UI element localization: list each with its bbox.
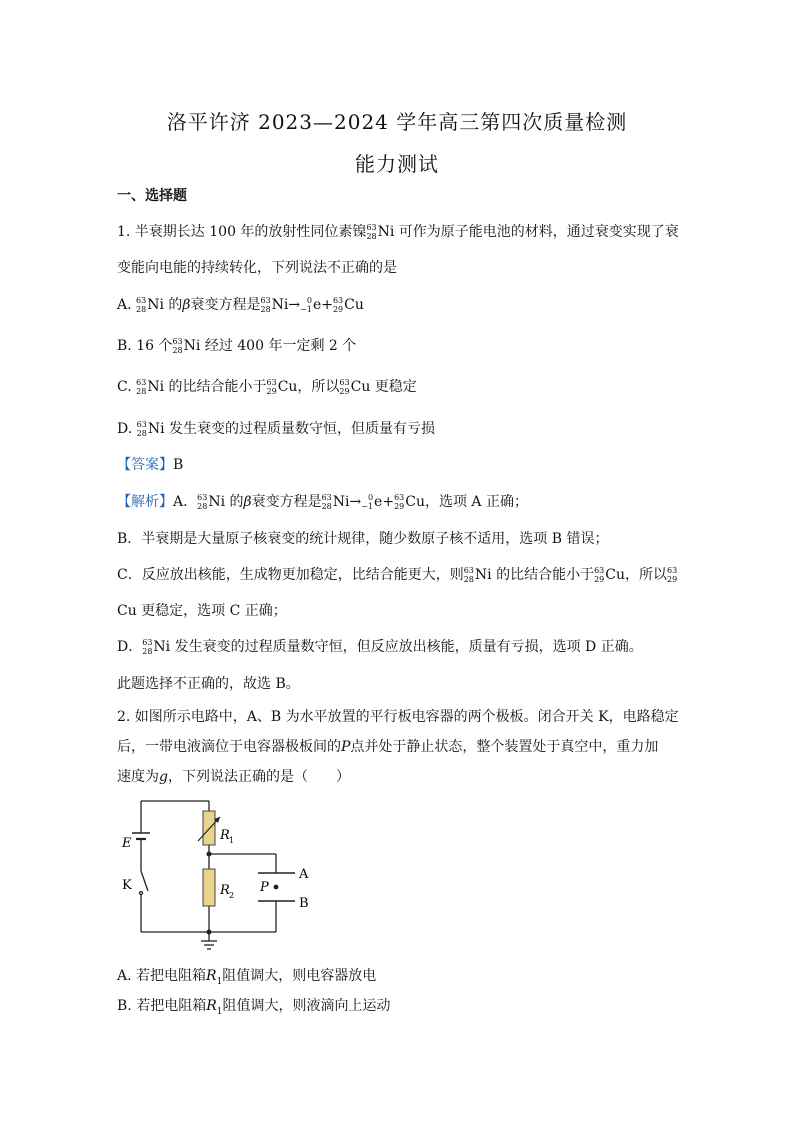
- q1-analysis-c: C．反应放出核能，生成物更加稳定，比结合能更大，则 63 28 Ni 的比结合能小于 63 29 Cu，所以 63 29: [117, 566, 678, 584]
- q1-conclusion: 此题选择不正确的，故选 B。: [117, 676, 300, 692]
- q2-stem-line-3: 速度为g，下列说法正确的是（ ）: [117, 769, 350, 785]
- ni-nuclide-notation: 63 28: [366, 223, 377, 241]
- electron-notation: 0 −1: [300, 296, 312, 314]
- cu-nuclide-notation: 63 29: [332, 296, 344, 314]
- q1-analysis-a: 【解析】A． 63 28 Ni 的β衰变方程是 63 28 Ni→ 0 −1 e+ 63 29 Cu，选项 A 正确；: [117, 493, 528, 511]
- cu-nuclide-notation: 63 29: [266, 378, 277, 396]
- answer-value: B: [173, 457, 184, 473]
- q2-stem-line-2: 后，一带电液滴位于电容器极板间的P点并处于静止状态，整个装置处于真空中，重力加: [117, 739, 659, 755]
- q2-stem-line-1: 2. 如图所示电路中，A、B 为水平放置的平行板电容器的两个极板。闭合开关 K，电路稳定: [117, 709, 679, 725]
- ni-nuclide-notation: 63 28: [136, 420, 147, 438]
- label-p: P: [260, 880, 269, 895]
- q1-analysis-d: D． 63 28 Ni 发生衰变的过程质量数守恒，但反应放出核能，质量有亏损，选项 D 正确。: [117, 638, 643, 656]
- q1-stem-text: Ni 可作为原子能电池的材料，通过衰变实现了衰: [377, 224, 679, 240]
- label-e: E: [122, 836, 132, 851]
- q1-analysis-b: B．半衰期是大量原子核衰变的统计规律，随少数原子核不适用，选项 B 错误；: [117, 531, 609, 547]
- ni-nuclide-notation: 63 28: [260, 296, 271, 314]
- ni-nuclide-notation: 63 28: [463, 566, 474, 584]
- q1-stem-line-2: 变能向电能的持续转化，下列说法不正确的是: [117, 260, 397, 276]
- resistor-r1: [203, 811, 215, 845]
- q1-option-c: C. 63 28 Ni 的比结合能小于 63 29 Cu，所以 63 29 Cu 更稳定: [117, 378, 417, 396]
- analysis-tag: 【解析】: [117, 494, 173, 510]
- q1-stem-line-1: [117, 222, 679, 242]
- q2-option-b: B. 若把电阻箱$R_1$阻值调大，则液滴向上运动: [117, 998, 391, 1017]
- q1-option-b: B. 16 个 63 28 Ni 经过 400 年一定剩 2 个: [117, 337, 357, 355]
- q1-stem-text: 1. 半衰期长达 100 年的放射性同位素镍: [117, 224, 367, 240]
- q1-option-d: D. 63 28 Ni 发生衰变的过程质量数守恒，但质量有亏损: [117, 420, 436, 438]
- cu-nuclide-notation: 63 29: [594, 566, 605, 584]
- q1-answer: [117, 455, 183, 475]
- q2-option-a: A. 若把电阻箱$R_1$阻值调大，则电容器放电: [117, 968, 377, 987]
- q1-analysis-c-cont: Cu 更稳定，选项 C 正确；: [117, 603, 287, 619]
- ni-nuclide-notation: 63 28: [136, 378, 147, 396]
- exam-subtitle: 能力测试: [355, 152, 439, 176]
- label-b: B: [299, 896, 309, 911]
- exam-title: 洛平许济 2023—2024 学年高三第四次质量检测: [166, 110, 628, 134]
- answer-tag: 【答案】: [117, 457, 173, 473]
- section-heading: 一、选择题: [117, 188, 187, 204]
- cu-nuclide-notation: 63 29: [394, 493, 405, 511]
- ni-nuclide-notation: 63 28: [136, 296, 147, 314]
- ni-nuclide-notation: 63 28: [197, 493, 208, 511]
- label-a: A: [299, 867, 309, 882]
- cu-nuclide-notation: 63 29: [339, 378, 350, 396]
- label-r1: R: [220, 828, 230, 843]
- q1-option-a: A. 63 28 Ni 的β衰变方程是 63 28 Ni→ 0 −1 e+ 63 29 Cu: [117, 296, 364, 314]
- ni-nuclide-notation: 63 28: [172, 337, 183, 355]
- svg-text:2: 2: [229, 891, 235, 900]
- label-k: K: [122, 878, 132, 893]
- label-r2: R: [220, 883, 230, 898]
- cu-nuclide-notation: 63 29: [667, 566, 678, 584]
- ni-nuclide-notation: 63 28: [142, 638, 153, 656]
- ni-nuclide-notation: 63 28: [321, 493, 332, 511]
- resistor-r2: [203, 869, 215, 906]
- electron-notation: 0 −1: [361, 493, 374, 511]
- circuit-diagram: [110, 795, 330, 955]
- svg-text:1: 1: [229, 836, 235, 845]
